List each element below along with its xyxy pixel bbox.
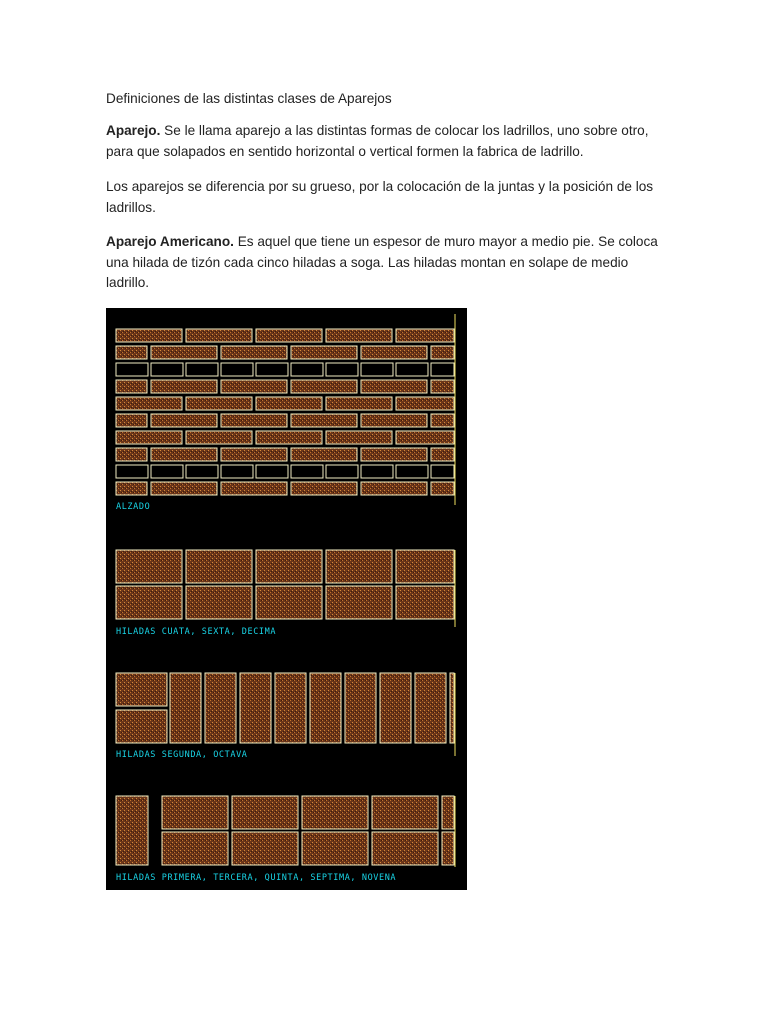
header-brick — [256, 465, 288, 478]
stretcher-brick — [431, 346, 454, 359]
stretcher-brick — [221, 380, 287, 393]
stretcher-brick — [361, 380, 427, 393]
page-title: Definiciones de las distintas clases de Aparejos — [106, 91, 392, 106]
definition-aparejo: Se le llama aparejo a las distintas formas de colocar los ladrillos, uno sobre otro, para que solapados en sentido horizontal o vertical formen la fabrica de ladrillo. — [106, 123, 649, 159]
stretcher-brick — [256, 397, 322, 410]
stretcher-brick — [116, 796, 148, 865]
brick-bond-drawing — [106, 308, 467, 890]
header-brick — [291, 363, 323, 376]
stretcher-brick — [302, 796, 368, 829]
stretcher-brick — [431, 414, 454, 427]
stretcher-brick — [326, 329, 392, 342]
stretcher-brick — [396, 329, 454, 342]
stretcher-brick — [186, 397, 252, 410]
stretcher-brick — [116, 710, 167, 743]
header-brick — [361, 363, 393, 376]
stretcher-brick — [256, 586, 322, 619]
stretcher-brick — [326, 586, 392, 619]
label-alzado: ALZADO — [116, 502, 151, 512]
stretcher-brick — [372, 832, 438, 865]
stretcher-brick — [256, 329, 322, 342]
stretcher-brick — [450, 673, 454, 743]
stretcher-brick — [186, 586, 252, 619]
header-brick — [256, 363, 288, 376]
header-brick — [186, 363, 218, 376]
stretcher-brick — [116, 380, 147, 393]
stretcher-brick — [205, 673, 236, 743]
stretcher-brick — [275, 673, 306, 743]
stretcher-brick — [116, 397, 182, 410]
stretcher-brick — [116, 448, 147, 461]
stretcher-brick — [415, 673, 446, 743]
stretcher-brick — [162, 832, 228, 865]
stretcher-brick — [431, 448, 454, 461]
definition-diferencias: Los aparejos se diferencia por su grueso, por la colocación de la juntas y la posición de los ladrillos. — [106, 179, 654, 215]
stretcher-brick — [116, 329, 182, 342]
header-brick — [116, 465, 148, 478]
stretcher-brick — [151, 448, 217, 461]
stretcher-brick — [151, 380, 217, 393]
stretcher-brick — [151, 482, 217, 495]
stretcher-brick — [116, 586, 182, 619]
label-hiladas-cuarta-sexta-decima: HILADAS CUATA, SEXTA, DECIMA — [116, 627, 277, 637]
paragraph-aparejo-americano — [106, 232, 666, 294]
stretcher-brick — [431, 380, 454, 393]
header-brick — [431, 363, 454, 376]
stretcher-brick — [326, 397, 392, 410]
stretcher-brick — [232, 832, 298, 865]
term-aparejo: Aparejo. — [106, 123, 161, 138]
stretcher-brick — [380, 673, 411, 743]
stretcher-brick — [345, 673, 376, 743]
term-aparejo-americano: Aparejo Americano. — [106, 234, 234, 249]
header-brick — [151, 363, 183, 376]
paragraph-aparejo — [106, 121, 666, 162]
stretcher-brick — [361, 414, 427, 427]
stretcher-brick — [291, 414, 357, 427]
label-hiladas-impares: HILADAS PRIMERA, TERCERA, QUINTA, SEPTIMA, NOVENA — [116, 873, 397, 883]
stretcher-brick — [442, 796, 454, 829]
stretcher-brick — [396, 397, 454, 410]
stretcher-brick — [116, 414, 147, 427]
header-brick — [186, 465, 218, 478]
stretcher-brick — [221, 482, 287, 495]
stretcher-brick — [232, 796, 298, 829]
stretcher-brick — [291, 346, 357, 359]
stretcher-brick — [361, 448, 427, 461]
stretcher-brick — [116, 673, 167, 706]
stretcher-brick — [431, 482, 454, 495]
stretcher-brick — [186, 550, 252, 583]
stretcher-brick — [221, 448, 287, 461]
header-brick — [116, 363, 148, 376]
stretcher-brick — [116, 482, 147, 495]
stretcher-brick — [186, 431, 252, 444]
stretcher-brick — [361, 482, 427, 495]
stretcher-brick — [372, 796, 438, 829]
paragraph-diferencias — [106, 177, 666, 218]
stretcher-brick — [396, 550, 454, 583]
stretcher-brick — [162, 796, 228, 829]
stretcher-brick — [151, 346, 217, 359]
stretcher-brick — [240, 673, 271, 743]
stretcher-brick — [291, 482, 357, 495]
header-brick — [221, 465, 253, 478]
stretcher-brick — [116, 550, 182, 583]
stretcher-brick — [186, 329, 252, 342]
stretcher-brick — [256, 550, 322, 583]
header-brick — [326, 465, 358, 478]
stretcher-brick — [116, 346, 147, 359]
header-brick — [151, 465, 183, 478]
stretcher-brick — [302, 832, 368, 865]
header-brick — [291, 465, 323, 478]
brick-bond-svg — [106, 308, 467, 890]
label-hiladas-segunda-octava: HILADAS SEGUNDA, OCTAVA — [116, 750, 248, 760]
header-brick — [361, 465, 393, 478]
definition-aparejo-americano: Es aquel que tiene un espesor de muro mayor a medio pie. Se coloca una hilada de tizón cada cinco hiladas a soga. Las hiladas montan en solape de medio ladrillo. — [106, 234, 658, 290]
stretcher-brick — [291, 448, 357, 461]
stretcher-brick — [442, 832, 454, 865]
stretcher-brick — [151, 414, 217, 427]
stretcher-brick — [326, 550, 392, 583]
stretcher-brick — [221, 414, 287, 427]
stretcher-brick — [170, 673, 201, 743]
brick-courses — [116, 329, 454, 865]
header-brick — [326, 363, 358, 376]
stretcher-brick — [361, 346, 427, 359]
stretcher-brick — [116, 431, 182, 444]
stretcher-brick — [310, 673, 341, 743]
stretcher-brick — [221, 346, 287, 359]
stretcher-brick — [291, 380, 357, 393]
header-brick — [396, 363, 428, 376]
header-brick — [221, 363, 253, 376]
stretcher-brick — [396, 586, 454, 619]
header-brick — [396, 465, 428, 478]
stretcher-brick — [326, 431, 392, 444]
stretcher-brick — [256, 431, 322, 444]
stretcher-brick — [396, 431, 454, 444]
header-brick — [431, 465, 454, 478]
